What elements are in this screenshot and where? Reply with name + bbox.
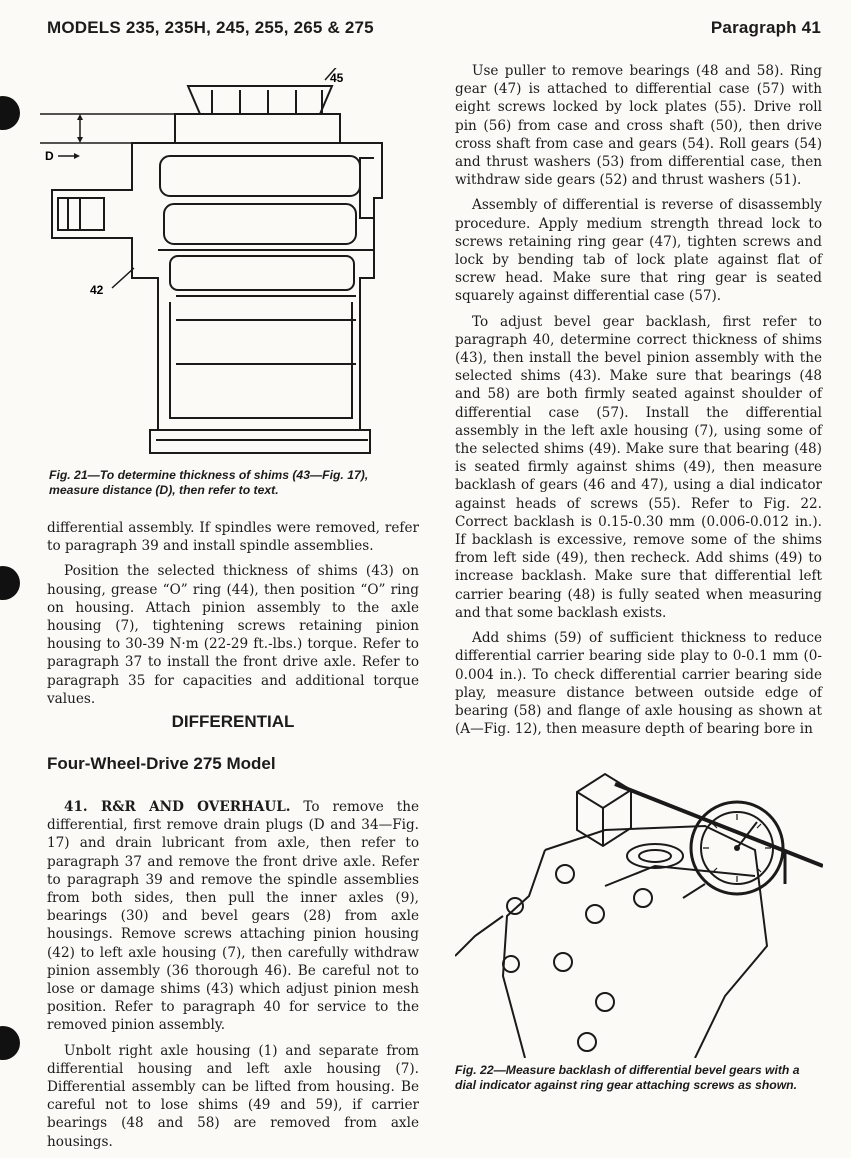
right-paragraph-puller: Use puller to remove bearings (48 and 58). Ring gear (47) is attached to differential case (57) with eight screws locked by lock plates (55). Drive roll pin (56) from case and cross shaft (50), then drive cross shaft from case and gears (54). Roll gears (54) and thrust washers (53) from differential case, then withdraw side gears (52) and thrust washers (51). xyxy=(455,63,822,189)
subsection-title-4wd-275: Four-Wheel-Drive 275 Model xyxy=(47,754,276,773)
paragraph-41-runin: 41. R&R AND OVERHAUL. xyxy=(64,799,291,815)
running-header-models: MODELS 235, 235H, 245, 255, 265 & 275 xyxy=(47,18,374,37)
fig21-caption: Fig. 21—To determine thickness of shims (43—Fig. 17), measure distance (D), then refer to text. xyxy=(49,468,369,497)
left-column-top xyxy=(47,519,419,715)
binder-hole-top xyxy=(0,96,20,130)
right-paragraph-assembly: Assembly of differential is reverse of disassembly procedure. Apply medium strength thread lock to screws retaining ring gear (47), tighten screws and lock by bending tab of lock plate against flat of screw head. Make sure that ring gear is seated squarely against differential case (57). xyxy=(455,197,822,305)
right-column xyxy=(455,62,822,745)
running-header-paragraph: Paragraph 41 xyxy=(710,18,821,37)
fig22-illustration xyxy=(455,766,823,1058)
left-paragraph-shims: Position the selected thickness of shims (43) on housing, grease “O” ring (44), then position “O” ring on housing. Attach pinion assembly to the axle housing (7), tightening screws retaining pinion housing to 30-39 N·m (22-29 ft.-lbs.) torque. Refer to paragraph 37 to install the front drive axle. Refer to paragraph 35 for capacities and additional torque values. xyxy=(47,563,419,707)
fig21-label-d: D xyxy=(45,149,54,163)
binder-hole-bottom xyxy=(0,1026,20,1060)
right-paragraph-shims59: Add shims (59) of sufficient thickness to reduce differential carrier bearing side play to 0-0.1 mm (0-0.004 in.). To check differential carrier bearing side play, measure distance between outside edge of bearing (58) and flange of axle housing as shown at (A—Fig. 12), then measure depth of bearing bore in xyxy=(455,630,822,738)
left-paragraph-continued: differential assembly. If spindles were removed, refer to paragraph 39 and install spindle assemblies. xyxy=(47,520,419,555)
binder-hole-middle xyxy=(0,566,20,600)
section-title-differential: DIFFERENTIAL xyxy=(171,712,295,731)
fig21-label-45: 45 xyxy=(330,71,344,85)
fig21-drawing xyxy=(40,68,420,463)
paragraph-41-text: To remove the differential, first remove drain plugs (D and 34—Fig. 17) and drain lubricant from axle, then refer to paragraph 37 and remove the front drive axle. Refer to paragraph 39 and remove the spindle assemblies from both sides, then pull the inner axles (9), bearings (30) and bevel gears (28) from axle housings. Remove screws attaching pinion housing (42) to left axle housing (7), then carefully withdraw pinion assembly (36 thorough 46). Be careful not to lose or damage shims (43) which adjust pinion mesh position. Refer to paragraph 40 for service to the removed pinion assembly. xyxy=(47,799,419,1034)
left-paragraph-41 xyxy=(47,798,419,1035)
left-paragraph-unbolt: Unbolt right axle housing (1) and separate from differential housing and left axle housing (7). Differential assembly can be lifted from housing. Be careful not to lose shims (49 and 59), if carrier bearings (48 and 58) are removed from axle housings. xyxy=(47,1042,419,1150)
right-paragraph-backlash: To adjust bevel gear backlash, first refer to paragraph 40, determine correct thickness of shims (43), then install the bevel pinion assembly with the selected shims (43). Make sure that bearings (48 and 58) are both firmly seated against shoulder of differential case (57). Install the differential assembly in the left axle housing (7), using some of the selected shims (49). Make sure that bearing (48) is seated firmly against shims (49), then measure backlash of gears (46 and 47), using a dial indicator against heads of screws (55). Refer to Fig. 22. Correct backlash is 0.15-0.30 mm (0.006-0.012 in.). If backlash is excessive, remove some of the shims from left side (49), then recheck. Add shims (49) to increase backlash. Make sure that differential left carrier bearing (48) is fully seated when measuring and that some backlash exists. xyxy=(455,313,822,621)
fig21-label-42: 42 xyxy=(90,283,104,297)
left-column-bottom xyxy=(47,798,419,1158)
fig22-caption: Fig. 22—Measure backlash of differential bevel gears with a dial indicator against ring gear attaching screws as shown. xyxy=(455,1063,800,1092)
